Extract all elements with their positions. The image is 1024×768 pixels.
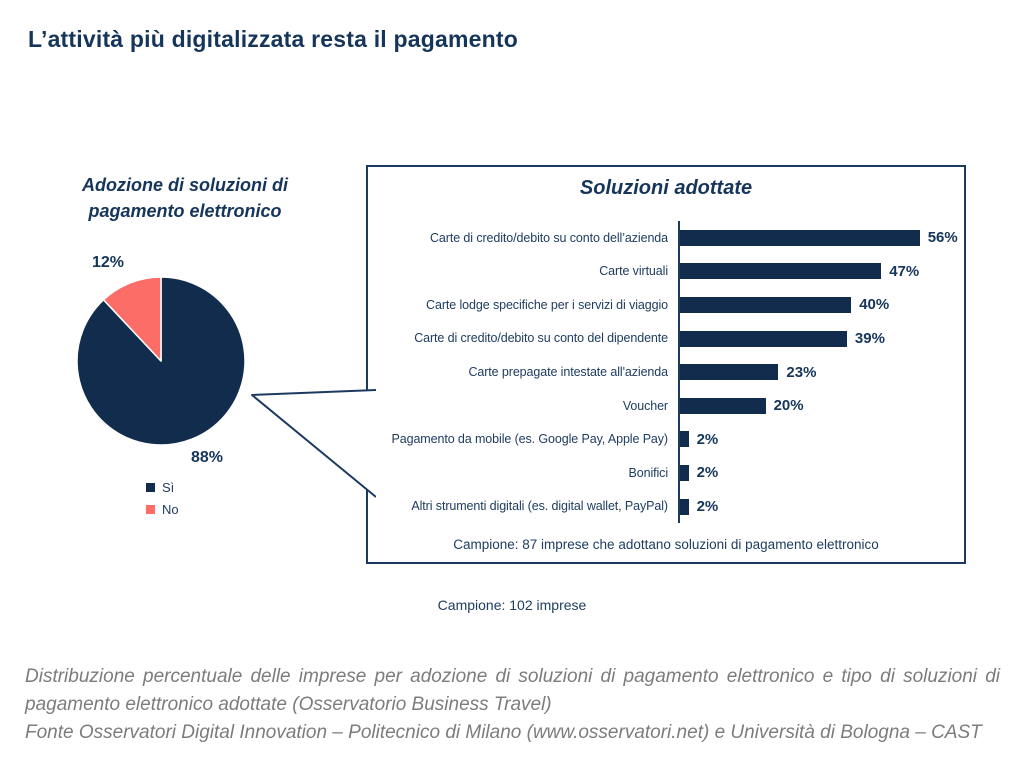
bar-row xyxy=(368,389,964,423)
legend-swatch-si xyxy=(146,483,155,492)
legend-label-no: No xyxy=(162,502,179,517)
legend-swatch-no xyxy=(146,505,155,514)
bar xyxy=(680,297,851,313)
bar-track xyxy=(678,355,964,389)
bar-row xyxy=(368,423,964,457)
solutions-callout-box xyxy=(366,165,966,564)
bar-value-label: 39% xyxy=(854,330,885,348)
bar xyxy=(680,499,689,515)
bar-category-label: Altri strumenti digitali (es. digital wallet, PayPal) xyxy=(411,499,668,514)
bar-chart xyxy=(368,221,964,523)
bar-track xyxy=(678,456,964,490)
bar-track xyxy=(678,490,964,524)
caption-description: Distribuzione percentuale delle imprese per adozione di soluzioni di pagamento elettronico e tipo di soluzioni di pagamento elettronico adottate (Osservatorio Business Travel) xyxy=(25,666,1000,715)
bar xyxy=(680,230,920,246)
bar-value-label: 23% xyxy=(786,363,817,381)
pie-value-label-no: 12% xyxy=(92,254,125,271)
legend-item-si xyxy=(146,480,179,495)
caption-source: Fonte Osservatori Digital Innovation – Politecnico di Milano (www.osservatori.net) e Università di Bologna – CAST xyxy=(25,721,982,743)
bar-track xyxy=(678,255,964,289)
bar-category-label: Carte prepagate intestate all'azienda xyxy=(468,364,668,379)
bar-value-label: 2% xyxy=(696,430,719,448)
bar-category-label: Voucher xyxy=(622,398,668,413)
bar-category-label: Carte lodge specifiche per i servizi di viaggio xyxy=(426,297,668,312)
bar-category-label: Pagamento da mobile (es. Google Pay, Apple Pay) xyxy=(391,432,668,447)
callout-pointer xyxy=(250,383,376,507)
bar-row xyxy=(368,355,964,389)
figure-captions xyxy=(25,663,1000,747)
page-title: L’attività più digitalizzata resta il pagamento xyxy=(28,26,518,52)
bar-category-label: Bonifici xyxy=(628,465,668,480)
bar-value-label: 2% xyxy=(696,498,719,516)
bar xyxy=(680,431,689,447)
bar-row xyxy=(368,221,964,255)
bar-value-label: 2% xyxy=(696,464,719,482)
bar xyxy=(680,331,847,347)
pie-legend xyxy=(146,480,179,524)
bar xyxy=(680,364,778,380)
bar-chart-sample-note: Campione: 87 imprese che adottano soluzioni di pagamento elettronico xyxy=(453,537,879,552)
bar-value-label: 20% xyxy=(773,397,804,415)
bar-track xyxy=(678,322,964,356)
bar-track xyxy=(678,288,964,322)
bar-row xyxy=(368,490,964,524)
bar-category-label: Carte di credito/debito su conto dell’azienda xyxy=(429,230,668,245)
bar-track xyxy=(678,389,964,423)
bar-value-label: 40% xyxy=(859,296,890,314)
bar-track xyxy=(678,221,964,255)
bar-category-label: Carte virtuali xyxy=(599,264,668,279)
legend-item-no xyxy=(146,502,179,517)
bar-value-label: 47% xyxy=(889,262,920,280)
pie-chart xyxy=(75,275,247,447)
overall-sample-note: Campione: 102 imprese xyxy=(437,597,587,613)
bar-track xyxy=(678,423,964,457)
bar-row xyxy=(368,255,964,289)
bar-chart-title: Soluzioni adottate xyxy=(579,177,753,199)
bar xyxy=(680,465,689,481)
bar-row xyxy=(368,322,964,356)
bar-category-label: Carte di credito/debito su conto del dipendente xyxy=(414,331,668,346)
bar-value-label: 56% xyxy=(927,229,958,247)
pie-value-label-si: 88% xyxy=(191,449,224,466)
bar-row xyxy=(368,288,964,322)
bar xyxy=(680,398,766,414)
bar xyxy=(680,263,881,279)
pie-chart-title: Adozione di soluzioni di pagamento elettronico xyxy=(82,175,288,222)
bar-row xyxy=(368,456,964,490)
legend-label-si: Sì xyxy=(162,480,175,495)
